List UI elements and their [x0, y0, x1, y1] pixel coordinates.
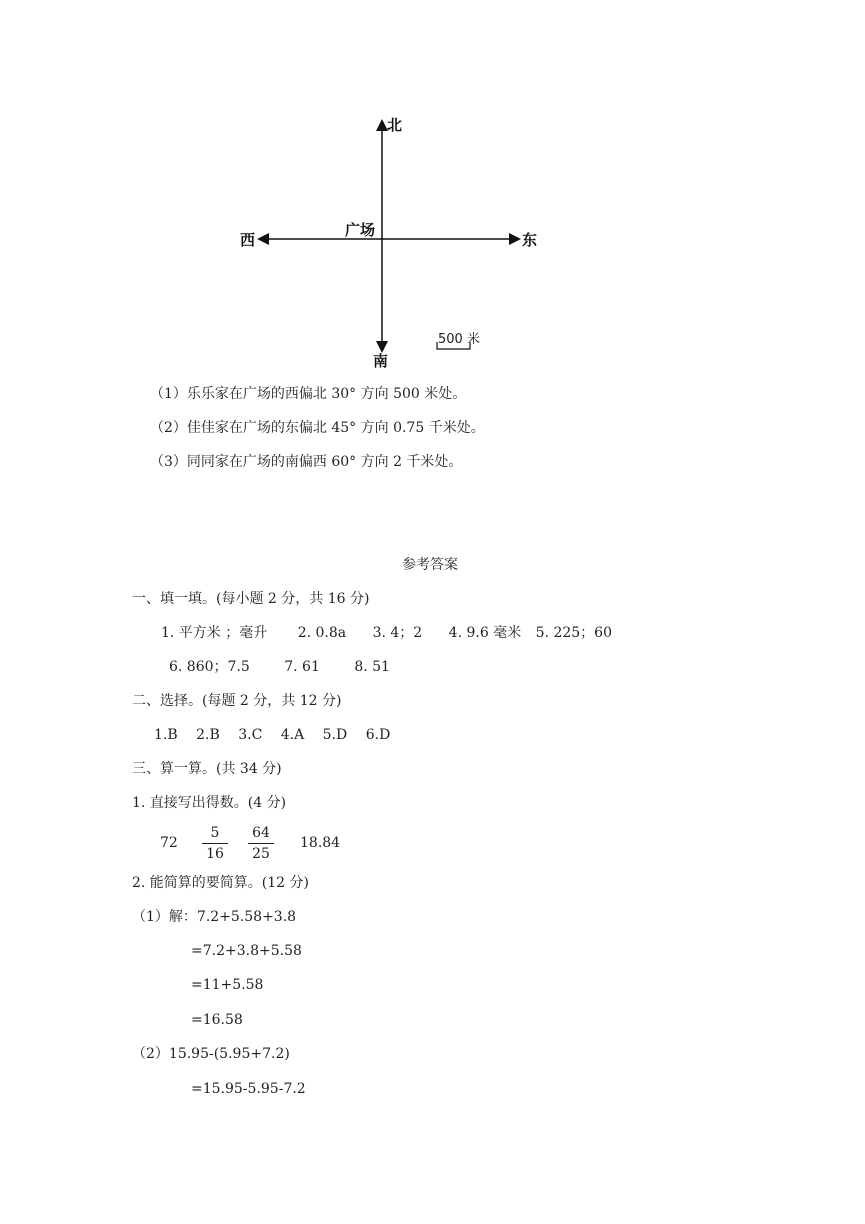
section1-row1 — [161, 624, 612, 642]
section2-answers — [154, 726, 390, 744]
answer-2-4: 4.A — [280, 727, 305, 743]
compass-diagram — [0, 0, 865, 380]
section3-part2-heading: 2. 能简算的要简算。(12 分) — [132, 875, 309, 891]
answer-2-1: 1.B — [154, 727, 178, 743]
fraction-2-bar — [248, 843, 274, 844]
fraction-1-numerator: 5 — [210, 825, 220, 841]
answer-1-3: 3. 4；2 — [372, 625, 423, 641]
fraction-1 — [198, 824, 232, 863]
section1-row2 — [169, 658, 390, 676]
calc1-line4: =16.58 — [191, 1012, 243, 1028]
answer-2-6: 6.D — [365, 727, 391, 743]
answer-1-5: 5. 225；60 — [535, 625, 612, 641]
fraction-2-numerator: 64 — [252, 825, 270, 841]
calc2-line1: （2）15.95-(5.95+7.2) — [132, 1046, 290, 1062]
answer-1-2: 2. 0.8a — [297, 625, 347, 641]
north-label: 北 — [387, 116, 403, 134]
calc1-line2: =7.2+3.8+5.58 — [191, 943, 302, 959]
question-1: （1）乐乐家在广场的西偏北 30° 方向 500 米处。 — [150, 386, 467, 402]
fraction-1-bar — [202, 843, 228, 844]
section1-heading: 一、填一填。(每小题 2 分，共 16 分) — [132, 591, 370, 607]
section3-heading: 三、算一算。(共 34 分) — [132, 761, 282, 777]
answer-1-1: 1. 平方米 ；毫升 — [161, 625, 268, 641]
section2-heading: 二、选择。(每题 2 分，共 12 分) — [132, 693, 342, 709]
south-label: 南 — [373, 352, 389, 370]
answer-1-4: 4. 9.6 毫米 — [448, 625, 522, 641]
direct-answer-a: 72 — [160, 835, 178, 851]
plaza-label: 广场 — [345, 221, 376, 239]
answer-title: 参考答案 — [402, 557, 458, 573]
calc1-line3: =11+5.58 — [191, 977, 264, 993]
calc2-line2: =15.95-5.95-7.2 — [191, 1081, 306, 1097]
section3-part1-heading: 1. 直接写出得数。(4 分) — [132, 795, 287, 811]
answer-1-6: 6. 860；7.5 — [169, 659, 250, 675]
east-label: 东 — [522, 231, 538, 249]
fraction-2-denominator: 25 — [252, 846, 270, 862]
direct-answer-d: 18.84 — [300, 835, 341, 851]
calc1-line1: （1）解：7.2+5.58+3.8 — [132, 909, 297, 925]
question-3: （3）同同家在广场的南偏西 60° 方向 2 千米处。 — [150, 454, 463, 470]
answer-2-3: 3.C — [238, 727, 263, 743]
scale-label: 500 米 — [438, 332, 480, 347]
answer-1-8: 8. 51 — [354, 659, 390, 675]
question-2: （2）佳佳家在广场的东偏北 45° 方向 0.75 千米处。 — [150, 420, 485, 436]
answer-1-7: 7. 61 — [284, 659, 320, 675]
answer-2-5: 5.D — [322, 727, 348, 743]
fraction-2 — [244, 824, 278, 863]
fraction-1-denominator: 16 — [206, 846, 224, 862]
west-label: 西 — [240, 231, 256, 249]
answer-2-2: 2.B — [196, 727, 220, 743]
